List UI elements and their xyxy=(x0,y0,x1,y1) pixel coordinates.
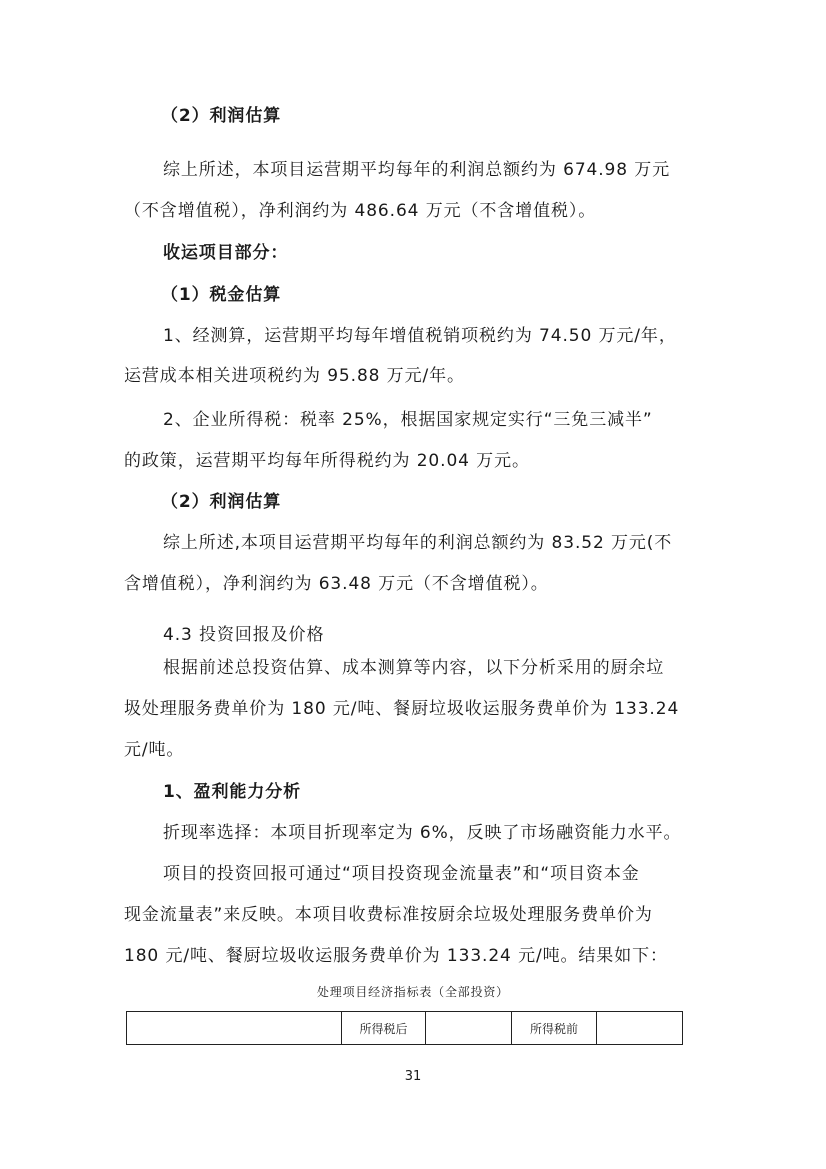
tax-item-2-line-1: 2、企业所得税：税率 25%，根据国家规定实行“三免三减半” xyxy=(163,410,653,430)
paragraph-3-line-3: 元/吨。 xyxy=(124,740,185,760)
tax-item-1-line-1: 1、经测算，运营期平均每年增值税销项税约为 74.50 万元/年， xyxy=(163,326,677,346)
paragraph-5-line-1: 项目的投资回报可通过“项目投资现金流量表”和“项目资本金 xyxy=(163,864,640,884)
heading-profitability-analysis: 1、盈利能力分析 xyxy=(163,782,302,802)
heading-collection-part: 收运项目部分： xyxy=(163,243,289,263)
paragraph-5-line-2: 现金流量表”来反映。本项目收费标准按厨余垃圾处理服务费单价为 xyxy=(124,905,653,925)
page-number: 31 xyxy=(404,1069,422,1084)
heading-profit-estimate-1: （2）利润估算 xyxy=(161,106,282,126)
table-header-cell-after-tax: 所得税后 xyxy=(342,1012,426,1045)
table-header-cell xyxy=(426,1012,512,1045)
economic-indicator-table xyxy=(126,1011,683,1045)
paragraph-5-line-3: 180 元/吨、餐厨垃圾收运服务费单价为 133.24 元/吨。结果如下： xyxy=(124,946,668,966)
paragraph-3-line-1: 根据前述总投资估算、成本测算等内容，以下分析采用的厨余垃 xyxy=(163,658,665,678)
paragraph-3-line-2: 圾处理服务费单价为 180 元/吨、餐厨垃圾收运服务费单价为 133.24 xyxy=(124,699,680,719)
paragraph-1-line-1: 综上所述，本项目运营期平均每年的利润总额约为 674.98 万元 xyxy=(163,160,671,180)
section-4-3-title: 4.3 投资回报及价格 xyxy=(163,625,325,645)
paragraph-2-line-2: 含增值税），净利润约为 63.48 万元（不含增值税）。 xyxy=(124,574,549,594)
paragraph-4-line-1: 折现率选择：本项目折现率定为 6%，反映了市场融资能力水平。 xyxy=(163,823,682,843)
table-header-cell-before-tax: 所得税前 xyxy=(512,1012,597,1045)
tax-item-1-line-2: 运营成本相关进项税约为 95.88 万元/年。 xyxy=(124,366,465,386)
table-caption: 处理项目经济指标表（全部投资） xyxy=(316,985,509,999)
table-header-row xyxy=(127,1012,683,1045)
table-header-cell xyxy=(127,1012,342,1045)
paragraph-2-line-1: 综上所述,本项目运营期平均每年的利润总额约为 83.52 万元(不 xyxy=(163,533,673,553)
paragraph-1-line-2: （不含增值税），净利润约为 486.64 万元（不含增值税）。 xyxy=(124,201,597,221)
tax-item-2-line-2: 的政策，运营期平均每年所得税约为 20.04 万元。 xyxy=(124,451,530,471)
table-header-cell xyxy=(597,1012,683,1045)
heading-tax-estimate: （1）税金估算 xyxy=(161,285,282,305)
heading-profit-estimate-2: （2）利润估算 xyxy=(161,492,282,512)
